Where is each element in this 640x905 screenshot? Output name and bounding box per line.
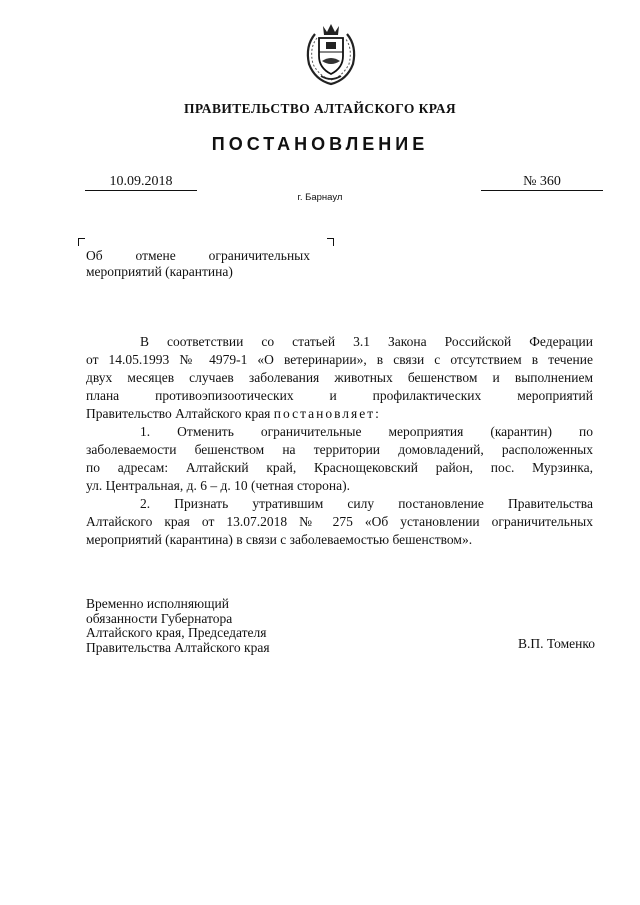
document-type: ПОСТАНОВЛЕНИЕ <box>211 134 429 154</box>
subject-bracket-right <box>327 238 334 246</box>
decision-word: постановляет: <box>273 406 381 421</box>
subject-bracket-left <box>78 238 85 246</box>
signatory-name: В.П. Томенко <box>518 636 595 651</box>
body-line: плана противоэпизоотических и профилактических мероприятий <box>86 388 593 403</box>
document-date: 10.09.2018 <box>85 174 197 191</box>
body-line: по адресам: Алтайский край, Краснощековский район, пос. Мурзинка, <box>86 460 593 475</box>
subject-line: Об отмене ограничительных <box>86 248 310 263</box>
body-line: заболеваемости бешенством на территории домовладений, расположенных <box>86 442 593 457</box>
body-line: Алтайского края от 13.07.2018 № 275 «Об установлении ограничительных <box>86 514 593 529</box>
government-name: ПРАВИТЕЛЬСТВО АЛТАЙСКОГО КРАЯ <box>183 101 456 116</box>
signatory-line: Правительства Алтайского края <box>86 639 270 655</box>
body-text: Правительство Алтайского края <box>86 406 271 421</box>
signatory-position <box>86 597 270 655</box>
body-line: 1. Отменить ограничительные мероприятия (карантин) по <box>140 424 593 439</box>
document-subject <box>86 248 310 279</box>
body-line: двух месяцев случаев заболевания животных бешенством и выполнением <box>86 370 593 385</box>
document-body <box>86 333 593 549</box>
signatory-line: Временно исполняющий <box>86 596 229 611</box>
body-line <box>86 405 593 423</box>
body-line: от 14.05.1993 № 4979-1 «О ветеринарии», в связи с отсутствием в течение <box>86 352 593 367</box>
coat-of-arms-icon <box>301 20 361 88</box>
body-line: В соответствии со статьей 3.1 Закона Российской Федерации <box>140 334 593 349</box>
subject-line: мероприятий (карантина) <box>86 263 233 279</box>
signatory-line: обязанности Губернатора <box>86 610 233 626</box>
body-line: ул. Центральная, д. 6 – д. 10 (четная сторона). <box>86 478 350 493</box>
signatory-line: Алтайского края, Председателя <box>86 625 267 640</box>
body-line: мероприятий (карантина) в связи с заболеваемостью бешенством». <box>86 532 473 547</box>
body-line: 2. Признать утратившим силу постановление Правительства <box>140 496 593 511</box>
document-number: № 360 <box>481 174 603 191</box>
document-city: г. Барнаул <box>297 192 343 203</box>
